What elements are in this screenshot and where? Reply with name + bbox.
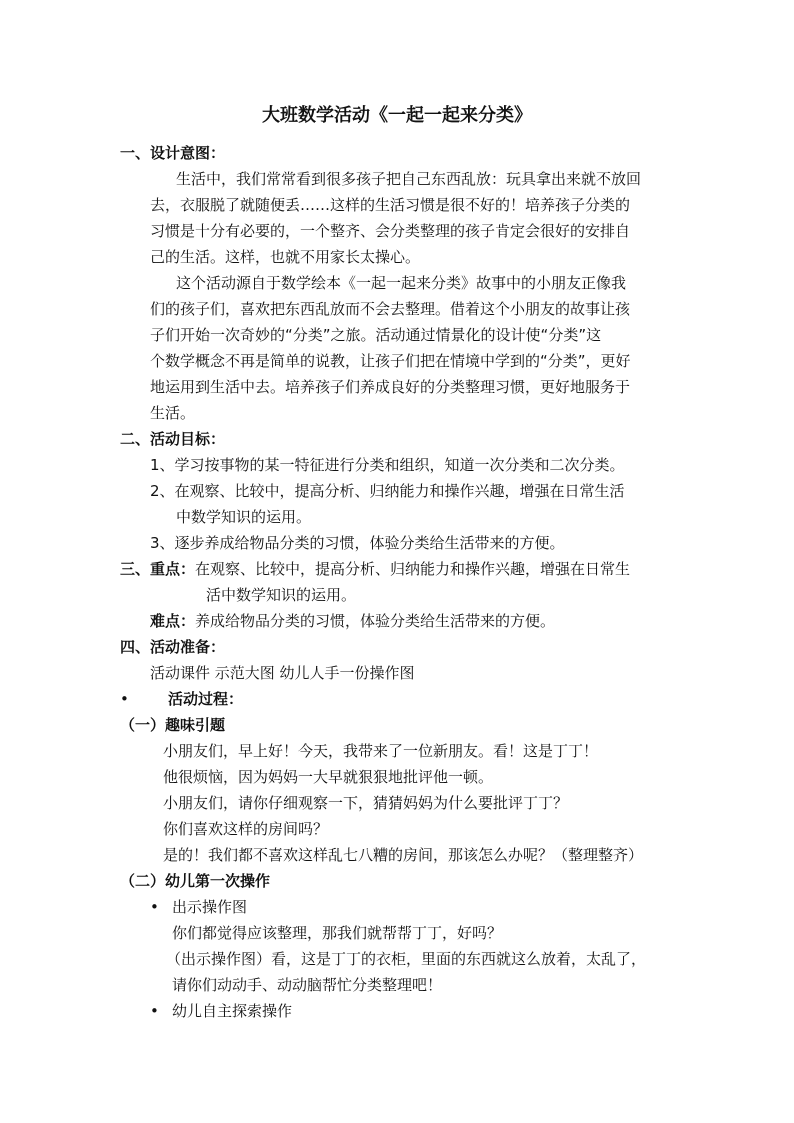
paragraph-line: 个数学概念不再是简单的说教，让孩子们把在情境中学到的“分类”，更好: [150, 352, 631, 370]
document-title: 大班数学活动《一起一起来分类》: [262, 105, 532, 126]
dialogue-line: 是的！我们都不喜欢这样乱七八糟的房间，那该怎么办呢？（整理整齐）: [163, 846, 644, 864]
dialogue-line: 你们都觉得应该整理，那我们就帮帮丁丁，好吗？: [172, 924, 503, 942]
step-label: 出示操作图: [172, 898, 248, 916]
section-heading-objectives: 二、活动目标：: [120, 430, 226, 448]
key-points-line: [120, 559, 630, 579]
section-heading-design-intent: 一、设计意图：: [120, 144, 226, 162]
step-label: 幼儿自主探索操作: [172, 1002, 293, 1020]
list-item: 3、逐步养成给物品分类的习惯，体验分类给生活带来的方便。: [150, 534, 565, 552]
paragraph-line: 们的孩子们，喜欢把东西乱放而不会去整理。借着这个小朋友的故事让孩: [150, 300, 631, 318]
paragraph-line: 生活中，我们常常看到很多孩子把自己东西乱放：玩具拿出来就不放回: [176, 170, 642, 188]
bullet: •: [120, 690, 129, 708]
subsection-heading-first-operation: （二）幼儿第一次操作: [120, 872, 271, 890]
dialogue-line: 他很烦恼，因为妈妈一大早就狠狠地批评他一顿。: [163, 768, 494, 786]
paragraph-line: 己的生活。这样，也就不用家长太操心。: [150, 248, 421, 266]
subsection-heading-intro: （一）趣味引题: [120, 716, 226, 734]
difficulty-text: 养成给物品分类的习惯，体验分类给生活带来的方便。: [195, 612, 556, 630]
dialogue-line: 小朋友们，请你仔细观察一下，猜猜妈妈为什么要批评丁丁？: [163, 794, 569, 812]
section-heading-process: 活动过程：: [168, 690, 244, 708]
dialogue-line: 你们喜欢这样的房间吗？: [163, 820, 329, 838]
preparation-text: 活动课件 示范大图 幼儿人手一份操作图: [150, 664, 415, 682]
difficulty-label: 难点：: [150, 612, 196, 630]
difficulty-line: [150, 611, 555, 631]
bullet: •: [150, 898, 159, 916]
paragraph-line: 地运用到生活中去。培养孩子们养成良好的分类整理习惯，更好地服务于: [150, 378, 631, 396]
list-item: 1、学习按事物的某一特征进行分类和组织，知道一次分类和二次分类。: [150, 456, 625, 474]
bullet: •: [150, 1002, 159, 1020]
paragraph-line: 生活。: [150, 404, 196, 422]
list-item-continuation: 中数学知识的运用。: [176, 508, 312, 526]
dialogue-line: （出示操作图）看，这是丁丁的衣柜，里面的东西就这么放着，太乱了，: [166, 950, 647, 968]
key-points-continuation: 活中数学知识的运用。: [206, 586, 357, 604]
paragraph-line: 子们开始一次奇妙的“分类”之旅。活动通过情景化的设计使“分类”这: [150, 326, 602, 344]
list-item: 2、在观察、比较中，提高分析、归纳能力和操作兴趣，增强在日常生活: [150, 482, 625, 500]
paragraph-line: 去，衣服脱了就随便丢……这样的生活习惯是很不好的！培养孩子分类的: [150, 196, 631, 214]
dialogue-line: 小朋友们，早上好！今天，我带来了一位新朋友。看！这是丁丁！: [163, 742, 599, 760]
key-points-text: 在观察、比较中，提高分析、归纳能力和操作兴趣，增强在日常生: [195, 560, 631, 578]
section-heading-preparation: 四、活动准备：: [120, 638, 226, 656]
key-points-label: 三、重点：: [120, 560, 196, 578]
paragraph-line: 习惯是十分有必要的，一个整齐、会分类整理的孩子肯定会很好的安排自: [150, 222, 631, 240]
dialogue-line: 请你们动动手、动动脑帮忙分类整理吧！: [172, 976, 443, 994]
paragraph-line: 这个活动源自于数学绘本《一起一起来分类》故事中的小朋友正像我: [176, 274, 627, 292]
